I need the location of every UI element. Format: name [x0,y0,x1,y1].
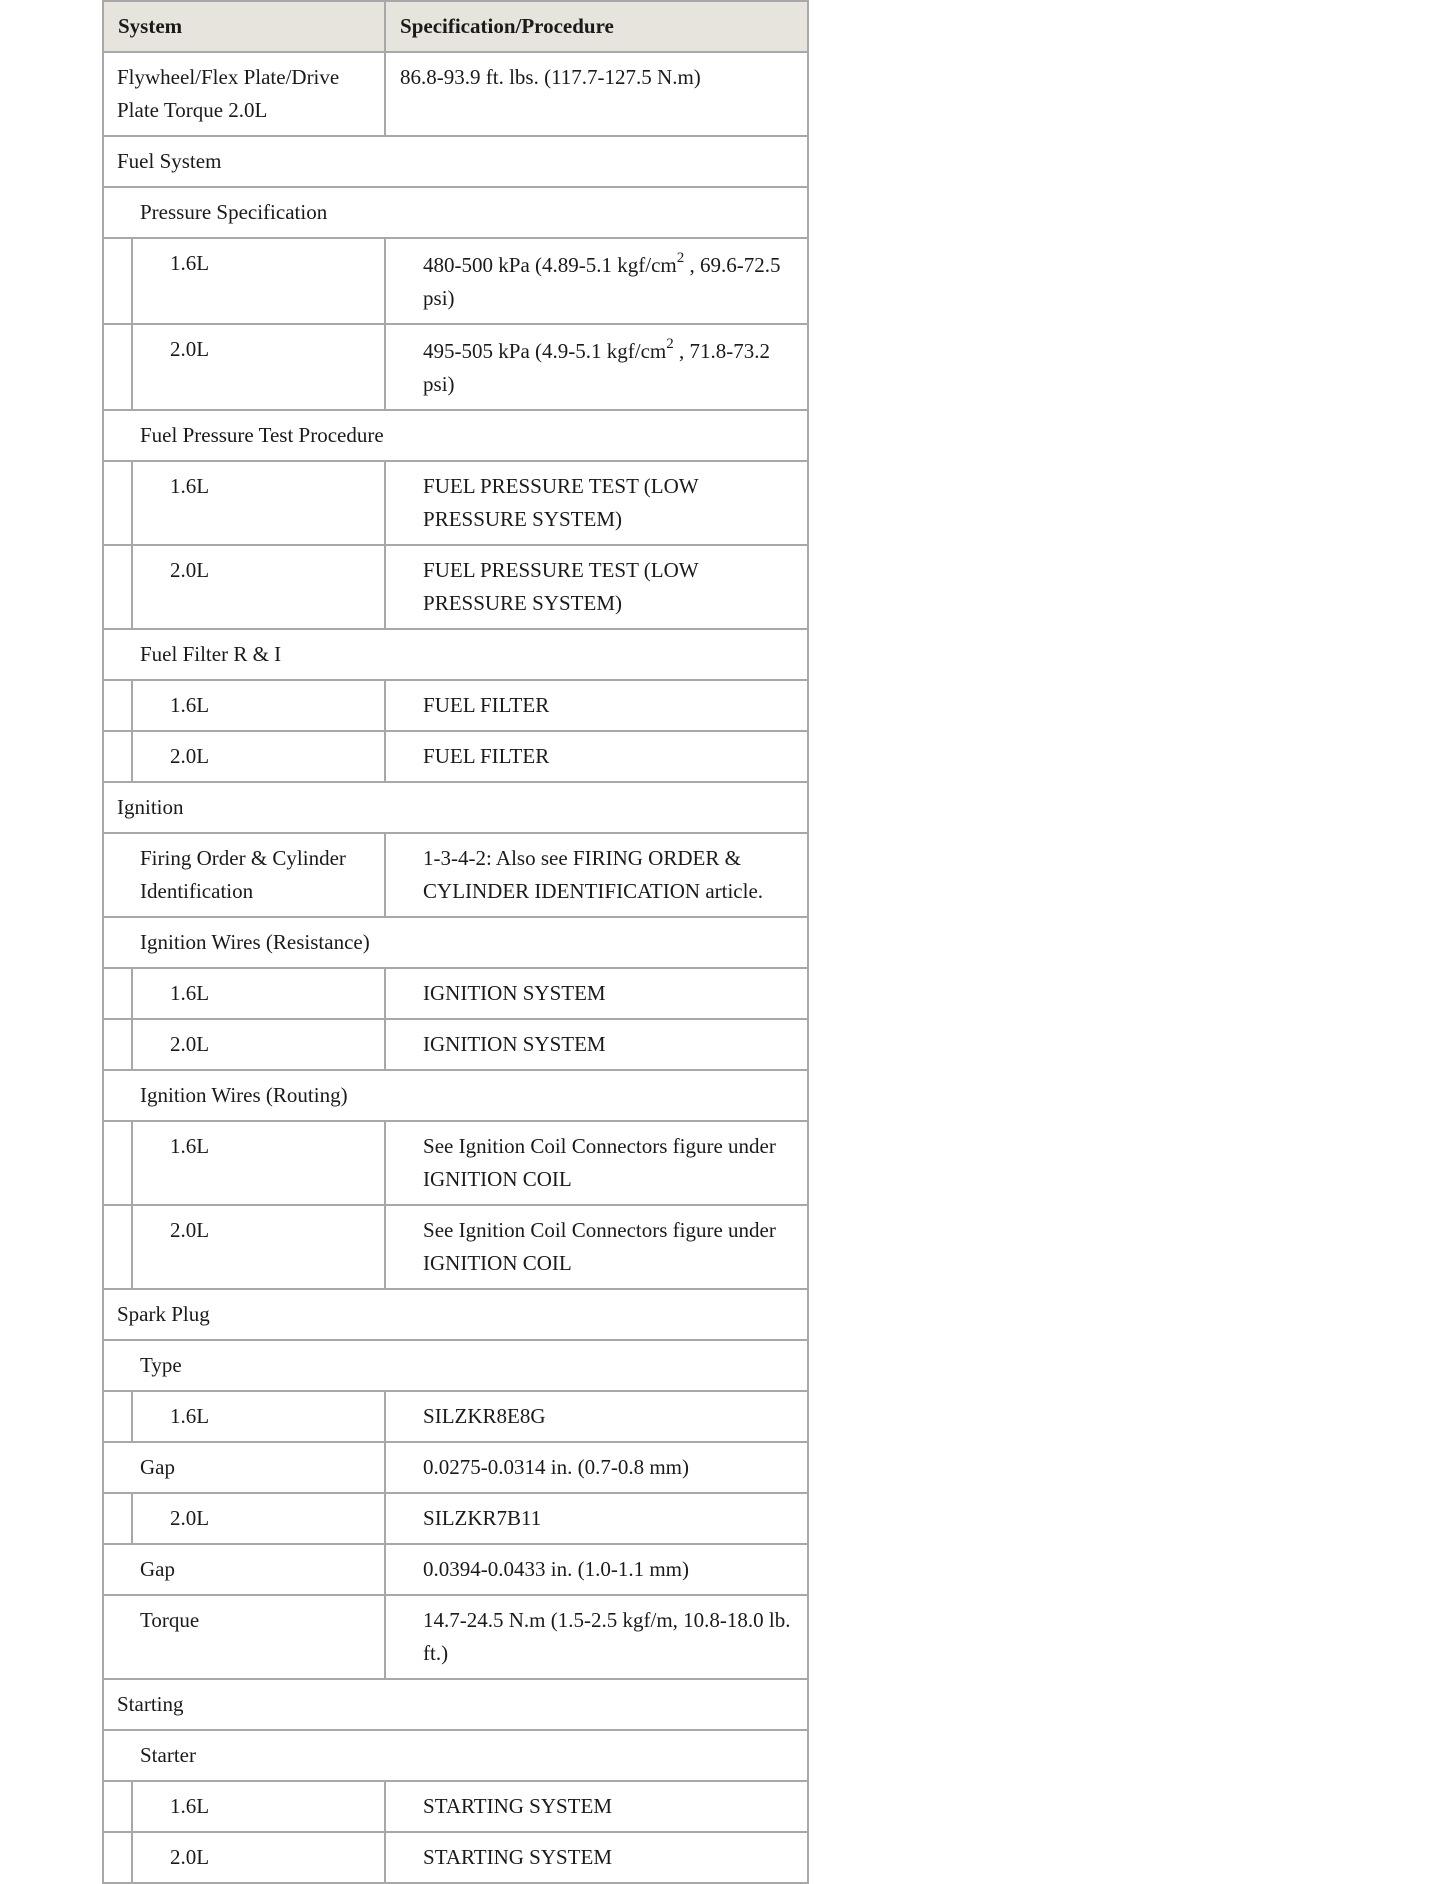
section-row [103,136,808,187]
table-row [103,1121,808,1205]
table-row [103,731,808,782]
row-label: 2.0L [132,1019,385,1070]
row-value: 0.0394-0.0433 in. (1.0-1.1 mm) [385,1544,808,1595]
row-value: 0.0275-0.0314 in. (0.7-0.8 mm) [385,1442,808,1493]
subsection-row [103,1340,808,1391]
subsection-title: Pressure Specification [103,187,808,238]
indent-spacer [103,1493,132,1544]
row-value: 14.7-24.5 N.m (1.5-2.5 kgf/m, 10.8-18.0 lb. ft.) [385,1595,808,1679]
row-value: See Ignition Coil Connectors figure under IGNITION COIL [385,1121,808,1205]
table-row [103,1832,808,1883]
subsection-title: Fuel Filter R & I [103,629,808,680]
row-value: FUEL PRESSURE TEST (LOW PRESSURE SYSTEM) [385,545,808,629]
table-row [103,238,808,324]
row-label: 2.0L [132,1832,385,1883]
row-value: See Ignition Coil Connectors figure under IGNITION COIL [385,1205,808,1289]
subsection-row [103,410,808,461]
row-value: 1-3-4-2: Also see FIRING ORDER & CYLINDER IDENTIFICATION article. [385,833,808,917]
row-value: STARTING SYSTEM [385,1781,808,1832]
row-label: 1.6L [132,1391,385,1442]
subsection-title: Ignition Wires (Resistance) [103,917,808,968]
row-label: Gap [103,1442,385,1493]
subsection-title: Type [103,1340,808,1391]
section-title: Starting [103,1679,808,1730]
table-row [103,1019,808,1070]
section-row [103,782,808,833]
indent-spacer [103,1391,132,1442]
subsection-title: Fuel Pressure Test Procedure [103,410,808,461]
indent-spacer [103,1832,132,1883]
row-label: 2.0L [132,545,385,629]
row-value: 86.8-93.9 ft. lbs. (117.7-127.5 N.m) [385,52,808,136]
subsection-row [103,629,808,680]
row-label: 1.6L [132,1781,385,1832]
section-row [103,1289,808,1340]
row-value: 480-500 kPa (4.89-5.1 kgf/$cm^2$ , 69.6-72.5 psi) [385,238,808,324]
row-label: 1.6L [132,680,385,731]
row-label: 1.6L [132,238,385,324]
subsection-row [103,917,808,968]
indent-spacer [103,461,132,545]
table-row [103,1781,808,1832]
subsection-title: Starter [103,1730,808,1781]
row-value: IGNITION SYSTEM [385,968,808,1019]
row-value: 495-505 kPa (4.9-5.1 kgf/$cm^2$ , 71.8-73.2 psi) [385,324,808,410]
section-title: Fuel System [103,136,808,187]
table-row [103,1442,808,1493]
row-value: FUEL FILTER [385,680,808,731]
table-row [103,52,808,136]
table-row [103,545,808,629]
section-row [103,1679,808,1730]
table-row [103,1391,808,1442]
indent-spacer [103,968,132,1019]
row-value: SILZKR7B11 [385,1493,808,1544]
row-label: 1.6L [132,461,385,545]
subsection-row [103,1070,808,1121]
row-value: STARTING SYSTEM [385,1832,808,1883]
indent-spacer [103,731,132,782]
indent-spacer [103,1019,132,1070]
row-value: FUEL PRESSURE TEST (LOW PRESSURE SYSTEM) [385,461,808,545]
row-value: SILZKR8E8G [385,1391,808,1442]
table-row [103,1595,808,1679]
row-label: Gap [103,1544,385,1595]
row-label: Flywheel/Flex Plate/Drive Plate Torque 2.0L [103,52,385,136]
table-row [103,1205,808,1289]
table-row [103,1493,808,1544]
table-header-row [103,1,808,52]
row-label: 2.0L [132,1493,385,1544]
row-label: 2.0L [132,324,385,410]
row-label: 2.0L [132,731,385,782]
subsection-row [103,1730,808,1781]
row-label: 2.0L [132,1205,385,1289]
row-value: FUEL FILTER [385,731,808,782]
indent-spacer [103,1121,132,1205]
table-row [103,461,808,545]
table-row [103,1544,808,1595]
table-row [103,680,808,731]
section-title: Ignition [103,782,808,833]
indent-spacer [103,1781,132,1832]
header-system: System [103,1,385,52]
row-label: 1.6L [132,968,385,1019]
header-specification: Specification/Procedure [385,1,808,52]
indent-spacer [103,1205,132,1289]
row-label: Torque [103,1595,385,1679]
section-title: Spark Plug [103,1289,808,1340]
indent-spacer [103,238,132,324]
subsection-row [103,187,808,238]
indent-spacer [103,680,132,731]
indent-spacer [103,545,132,629]
indent-spacer [103,324,132,410]
table-row [103,968,808,1019]
subsection-title: Ignition Wires (Routing) [103,1070,808,1121]
table-row [103,833,808,917]
row-value: IGNITION SYSTEM [385,1019,808,1070]
specifications-table [102,0,809,1884]
table-row [103,324,808,410]
row-label: 1.6L [132,1121,385,1205]
row-label: Firing Order & Cylinder Identification [103,833,385,917]
